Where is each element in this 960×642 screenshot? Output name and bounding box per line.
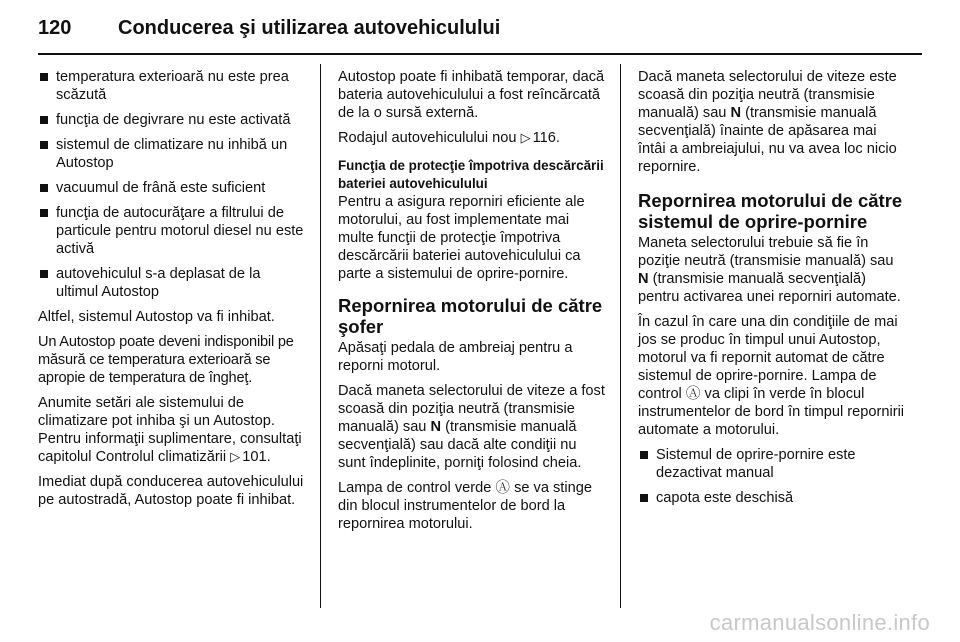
column-3: [638, 68, 906, 514]
page-reference-link[interactable]: 101.: [242, 449, 271, 465]
paragraph-text: (transmisie manuală secvenţială) pentru activarea unei reporniri automate.: [638, 271, 901, 305]
paragraph-text: În cazul în care una din condiţiile de mai jos se produc în timpul unui Autostop, motorul va fi repornit automat de către sistemul de oprire-pornire. Lampa de control: [638, 314, 898, 402]
page-header: [38, 8, 500, 48]
paragraph-text: Dacă maneta selectorului de viteze este scoasă din poziţia neutră (transmisie manuală) sau: [638, 69, 897, 121]
gear-position-n: N: [430, 419, 442, 435]
page-reference-link[interactable]: 116.: [532, 130, 560, 146]
paragraph: [638, 313, 906, 439]
paragraph: Un Autostop poate deveni indisponibil pe măsură ce temperatura exterioară se apropie de temperatura de îngheţ.: [38, 334, 294, 386]
chapter-title: Conducerea şi utilizarea autovehiculului: [118, 16, 501, 39]
list-item: funcţia de autocurăţare a filtrului de particule pentru motorul diesel nu este activă: [38, 204, 306, 258]
column-divider-1: [320, 64, 321, 608]
paragraph: Imediat după conducerea autovehiculului pe autostradă, Autostop poate fi inhibat.: [38, 474, 304, 508]
page-reference-icon: ▷: [230, 449, 241, 464]
column-divider-2: [620, 64, 621, 608]
list-item: capota este deschisă: [638, 489, 906, 507]
paragraph: Altfel, sistemul Autostop va fi inhibat.: [38, 309, 275, 325]
paragraph-text: Dacă maneta selectorului de viteze a fost scoasă din poziţia neutră (transmisie manuală) sau: [338, 383, 605, 435]
page-number: 120: [38, 16, 72, 39]
paragraph-text: se va stinge din blocul instrumentelor de bord la repornirea motorului.: [338, 480, 592, 532]
gear-position-n: N: [730, 105, 742, 121]
paragraph: Apăsaţi pedala de ambreiaj pentru a reporni motorul.: [338, 340, 573, 374]
list-item: sistemul de climatizare nu inhibă un Autostop: [38, 136, 306, 172]
paragraph-text: Anumite setări ale sistemului de climatizare pot inhiba şi un Autostop. Pentru informaţii suplimentare, consultaţi capitolul Controlul climatizării: [38, 395, 302, 465]
list-item: Sistemul de oprire-pornire este dezactivat manual: [638, 446, 906, 482]
list-item: temperatura exterioară nu este prea scăzută: [38, 68, 306, 104]
list-item: funcţia de degivrare nu este activată: [38, 111, 306, 129]
gear-position-n: N: [638, 271, 649, 287]
paragraph-text: Maneta selectorului trebuie să fie în poziţie neutră (transmisie manuală) sau: [638, 235, 894, 269]
paragraph-text: (transmisie manuală secvenţială) sau dacă alte condiţii nu sunt îndeplinite, porniţi folosind cheia.: [338, 419, 582, 471]
section-heading: Repornirea motorului de către şofer: [338, 295, 603, 337]
paragraph: [338, 382, 606, 472]
paragraph: [638, 68, 906, 176]
paragraph: Autostop poate fi inhibată temporar, dacă bateria autovehiculului a fost reîncărcată de la o sursă externă.: [338, 69, 605, 121]
page-reference-icon: ▷: [520, 130, 531, 145]
list-item: autovehiculul s-a deplasat de la ultimul Autostop: [38, 265, 306, 301]
paragraph: [638, 234, 906, 306]
paragraph-text: Rodajul autovehiculului nou: [338, 130, 517, 146]
paragraph: [338, 479, 606, 533]
header-divider: [38, 53, 922, 55]
column-1: [38, 68, 306, 516]
paragraph: [338, 129, 606, 147]
section-heading: Repornirea motorului de către sistemul de oprire-pornire: [638, 190, 903, 232]
paragraph: Pentru a asigura reporniri eficiente ale motorului, au fost implementate mai multe funcţii de protecţie împotriva descărcării bateriei autovehiculului ca parte a sistemului de oprire-pornire.: [338, 194, 585, 282]
paragraph-text: (transmisie manuală secvenţială) înainte de apăsarea mai întâi a ambreiajului, nu va avea loc nicio repornire.: [638, 105, 897, 175]
watermark: carmanualsonline.info: [709, 610, 930, 635]
paragraph: [38, 394, 306, 466]
autostop-control-lamp-icon: Ⓐ: [495, 480, 510, 496]
paragraph-text: Lampa de control verde: [338, 480, 492, 496]
list-item: vacuumul de frână este suficient: [38, 179, 306, 197]
subsection-heading: Funcţia de protecţie împotriva descărcării bateriei autovehiculului: [338, 158, 604, 191]
paragraph-text: va clipi în verde în blocul instrumentelor de bord în timpul repornirii automate a motorului.: [638, 386, 905, 438]
column-2: [338, 68, 606, 540]
autostop-control-lamp-icon: Ⓐ: [685, 386, 701, 402]
